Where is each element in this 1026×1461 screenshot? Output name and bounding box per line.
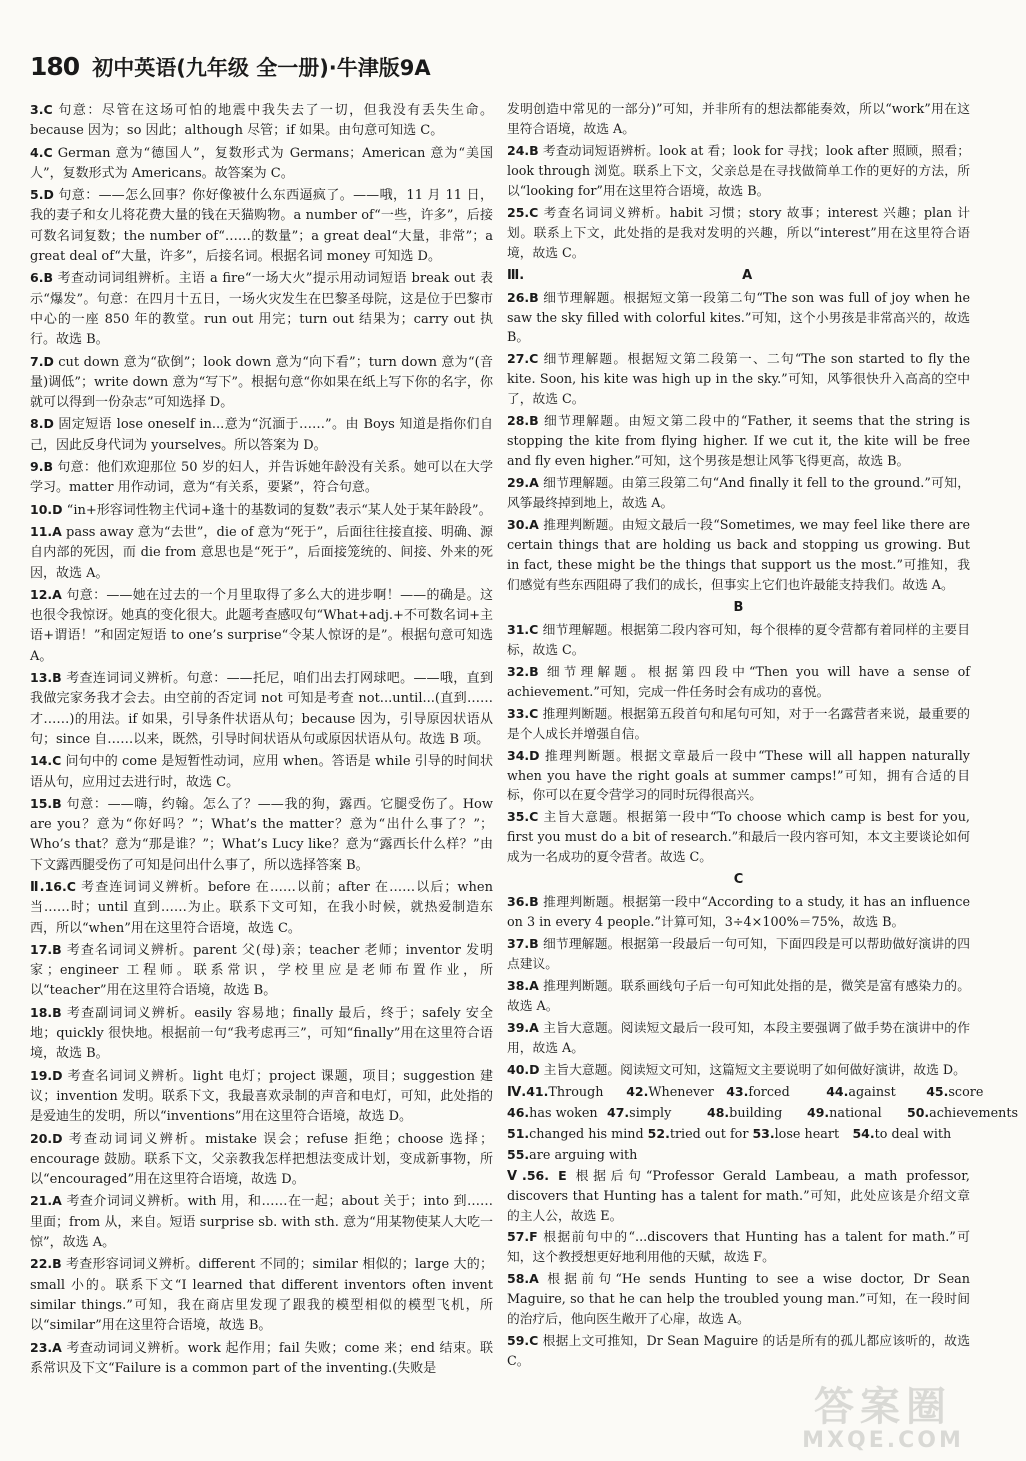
answer-word: score <box>948 1084 984 1100</box>
question-number: 40.D <box>507 1061 540 1077</box>
answer-explanation: 细节理解题。根据短文第二段第一、二句“The son started to fly the kite. Soon, his kite was high up in the sky.”可知，风筝很快升入高高的空中了，故选 C。 <box>507 352 970 408</box>
answer-word: forced <box>748 1084 790 1100</box>
question-number: 24.B <box>507 142 539 158</box>
question-number: 19.D <box>30 1067 63 1083</box>
passage-heading <box>507 870 970 890</box>
question-number: 7.D <box>30 353 54 369</box>
answer-word: against <box>848 1084 896 1100</box>
answer-cell <box>907 1103 1018 1124</box>
right-column <box>507 100 1018 1373</box>
answer-number: 52. <box>647 1125 670 1141</box>
question-number: 31.C <box>507 621 539 637</box>
answer-number: 55. <box>507 1146 530 1162</box>
answer-cell <box>626 1082 722 1103</box>
answer-explanation: 细节理解题。根据第四段中“Then you will have a sense of achievement.”可知，完成一件任务时会有成功的喜悦。 <box>507 664 970 700</box>
answer-item <box>30 352 493 414</box>
answer-explanation: 考查连词词义辨析。before 在……以前；after 在……以后；when 当……时；until 直到……为止。联系下文可知，在我小时候，就热爱制造东西，所以“when”用在这里符合语境，故选 C。 <box>30 879 493 936</box>
answer-explanation: 考查动词词义辨析。mistake 误会；refuse 拒绝；choose 选择；encourage 鼓励。联系下文，父亲教我怎样把想法变成计划，变成新事物，所以“encouraged”用在这里符合语境，故选 D。 <box>30 1131 493 1188</box>
answer-explanation: 主旨大意题。阅读短文可知，这篇短文主要说明了如何做好演讲，故选 D。 <box>543 1062 966 1078</box>
answer-word: Through <box>548 1084 604 1100</box>
answer-cell <box>526 1082 622 1103</box>
question-number: 10.D <box>30 501 63 517</box>
answer-explanation: 句意：——怎么回事？你好像被什么东西逼疯了。——哦，11 月 11 日，我的妻子和女儿将花费大量的钱在天猫购物。a number of“一些，许多”，后接可数名词复数；the number of“……的数量”；a great deal“大量，非常”；a great deal of“大量，许多”，后接名词。根据名词 money 可知选 D。 <box>30 188 494 265</box>
answer-item <box>30 185 493 267</box>
answer-cell <box>807 1103 903 1124</box>
answer-explanation: 根据前句中的“...discovers that Hunting has a talent for math.”可知，这个教授想更好地利用他的天赋，故选 F。 <box>507 1230 970 1266</box>
question-number: 26.B <box>507 289 539 305</box>
answer-number: 46. <box>507 1104 530 1120</box>
answer-number: 51. <box>507 1125 530 1141</box>
answer-explanation: 根据上文可推知，Dr Sean Maguire 的话是所有的孤儿都应该听的，故选 C。 <box>507 1334 970 1370</box>
answer-explanation: cut down 意为“砍倒”；look down 意为“向下看”；turn down 意为“(音量)调低”；write down 意为“写下”。根据句意“你如果在纸上写下你的名字，你就可以得到一份杂志”可知选择 D。 <box>30 354 493 411</box>
question-number: 58.A <box>507 1271 539 1287</box>
answer-number: 47. <box>607 1104 630 1120</box>
answer-explanation: 推理判断题。根据文章最后一段中“These will all happen naturally when you have the right goals at summer camps!”可知，拥有合适的目标，你可以在夏令营学习的同时玩得很高兴。 <box>507 748 970 804</box>
answer-item <box>30 585 493 667</box>
answer-word: Whenever <box>648 1084 714 1100</box>
answer-number: 53. <box>752 1125 775 1141</box>
question-number: 22.B <box>30 1256 62 1272</box>
answer-explanation: 问句中的 come 是短暂性动词，应用 when。答语是 while 引导的时间状语从句，应用过去进行时，故选 C。 <box>30 754 493 790</box>
answer-item <box>30 1129 493 1191</box>
book-title: 初中英语(九年级 全一册)·牛津版9A <box>92 56 431 80</box>
section-label: Ⅴ. <box>507 1168 527 1184</box>
answer-explanation: 根据后句“Professor Gerald Lambeau, a math professor, discovers that Hunting has a talent for math.”可知，此处应该是介绍文章的主人公，故选 E。 <box>507 1168 970 1224</box>
answer-number: 41. <box>526 1083 549 1099</box>
answer-number: 48. <box>707 1104 730 1120</box>
question-number: 9.B <box>30 459 53 475</box>
answer-explanation: 细节理解题。根据第二段内容可知，每个很棒的夏令营都有着同样的主要目标，故选 C。 <box>507 622 970 658</box>
answer-word: has woken <box>529 1105 598 1121</box>
question-number: 34.D <box>507 747 540 763</box>
answer-explanation: 考查动词词组辨析。主语 a fire“一场大火”提示用动词短语 break out 表示“爆发”。句意：在四月十五日，一场火灾发生在巴黎圣母院，这是位于巴黎市中心的一座 850 年的教堂。run out 用完；turn out 结果为；carry out 执行。故选 B。 <box>30 271 493 348</box>
question-number: 56. E <box>526 1167 567 1183</box>
answer-number: 45. <box>926 1083 949 1099</box>
answer-cell <box>507 1145 637 1166</box>
question-number: 6.B <box>30 270 53 286</box>
answer-item <box>507 1331 970 1372</box>
answer-explanation: 细节理解题。根据第一段最后一句可知，下面四段是可以帮助做好演讲的四点建议。 <box>507 937 971 973</box>
question-number: 39.A <box>507 1019 539 1035</box>
answer-row <box>507 1145 970 1166</box>
answer-item <box>30 794 493 876</box>
passage-letter: C <box>733 872 744 888</box>
answer-word: are arguing with <box>529 1147 638 1163</box>
answer-word: changed his mind <box>529 1126 644 1142</box>
question-number: 33.C <box>507 705 539 721</box>
answer-item <box>30 500 493 521</box>
answer-row <box>507 1103 1018 1124</box>
answer-item <box>507 746 970 807</box>
answer-item <box>507 704 970 745</box>
answer-explanation: 考查动词短语辨析。look at 看；look for 寻找；look after 照顾，照看；look through 浏览。联系上下文，父亲总是在寻找做简单工作的更好的方法，所以“looking for”用在这里符合语境，故选 B。 <box>507 143 970 199</box>
answer-item <box>507 1060 970 1081</box>
answer-item <box>507 662 970 703</box>
answer-explanation: pass away 意为“去世”，die of 意为“死于”，后面往往接直接、明确、源自内部的死因，而 die from 意思也是“死于”，后面接笼统的、间接、外来的死因，故选 A。 <box>30 524 494 581</box>
question-number: 28.B <box>507 413 539 429</box>
answer-number: 50. <box>907 1104 930 1120</box>
answer-item <box>507 473 970 514</box>
answer-item <box>30 751 493 793</box>
answer-number: 43. <box>726 1083 749 1099</box>
answer-cell <box>926 1082 1022 1103</box>
answer-row <box>507 1082 984 1103</box>
answer-explanation: German 意为“德国人”，复数形式为 Germans；American 意为“美国人”，复数形式为 Americans。故答案为 C。 <box>30 145 493 181</box>
answer-explanation: 考查介词词义辨析。with 用，和……在一起；about 关于；into 到……里面；from 从，来自。短语 surprise sb. with sth. 意为“用某物使某人大吃一惊”，故选 A。 <box>30 1194 494 1251</box>
answer-item <box>507 1018 970 1059</box>
answer-word: achievements <box>929 1105 1018 1121</box>
answer-explanation: 推理判断题。由短文最后一段“Sometimes, we may feel like there are certain things that are holding us back and stopping us growing. But in fact, these might be the things that support us the most.”可推知，我们感觉有些东西阻碍了我们的成长，但事实上它们也许最能支持我们。故选 A。 <box>507 518 970 593</box>
question-number: 20.D <box>30 1130 63 1146</box>
section-label: Ⅲ. <box>507 267 525 283</box>
answer-explanation: 细节理解题。由第三段第二句“And finally it fell to the ground.”可知，风筝最终掉到地上，故选 A。 <box>507 476 970 512</box>
answer-explanation: 考查副词词义辨析。easily 容易地；finally 最后，终于；safely 安全地；quickly 很快地。根据前一句“我考虑再三”，可知“finally”用在这里符合语境，故选 B。 <box>30 1005 493 1062</box>
answer-item <box>507 934 970 975</box>
answer-item <box>30 1338 493 1380</box>
answer-item <box>30 940 493 1002</box>
answer-explanation: 推理判断题。联系画线句子后一句可知此处指的是，微笑是富有感染力的。故选 A。 <box>507 979 970 1014</box>
passage-letter: B <box>733 599 744 615</box>
watermark-url: MXQE.COM <box>802 1428 964 1453</box>
question-number: 14.C <box>30 753 62 769</box>
answer-item <box>507 892 970 933</box>
section-label: Ⅱ. <box>30 879 45 895</box>
answer-item <box>30 100 493 142</box>
answer-item <box>30 1191 493 1253</box>
question-number: 30.A <box>507 517 539 533</box>
answer-cell <box>707 1103 803 1124</box>
answer-explanation: 推理判断题。根据第五段首句和尾句可知，对于一名露营者来说，最重要的是个人成长并增强自信。 <box>507 706 970 742</box>
question-number: 11.A <box>30 523 62 539</box>
answer-row <box>507 1124 970 1145</box>
question-number: 18.B <box>30 1004 62 1020</box>
question-number: 5.D <box>30 187 54 203</box>
answer-number: 42. <box>626 1083 649 1099</box>
answer-explanation: 固定短语 lose oneself in...意为“沉湎于……”。由 Boys 知道是指你们自己，因此反身代词为 yourselves。所以答案为 D。 <box>30 417 493 453</box>
question-number: 35.C <box>507 809 539 825</box>
question-number: 13.B <box>30 670 62 686</box>
answer-item <box>507 288 970 349</box>
page-number: 180 <box>30 52 80 81</box>
watermark-text: 答案圈 <box>814 1384 952 1430</box>
fill-in-answers <box>507 1082 1018 1166</box>
question-number: 16.C <box>44 878 76 894</box>
answer-item <box>507 1269 970 1330</box>
answer-number: 44. <box>826 1083 849 1099</box>
question-number: 36.B <box>507 894 539 910</box>
answer-word: national <box>829 1105 882 1121</box>
question-number: 37.B <box>507 936 539 952</box>
answer-word: building <box>729 1105 783 1121</box>
answer-explanation: 考查名词词义辨析。habit 习惯；story 故事；interest 兴趣；plan 计划。联系上下文，此处指的是我对发明的兴趣，所以“interest”用在这里符合语境，故选 C。 <box>507 205 970 261</box>
question-number: 38.A <box>507 978 539 994</box>
answer-explanation: 主旨大意题。阅读短文最后一段可知，本段主要强调了做手势在演讲中的作用，故选 A。 <box>507 1020 970 1056</box>
answer-explanation: 推理判断题。根据第一段中“According to a study, it has an influence on 3 in every 4 people.”计算可知，3÷4×100%＝75%，故选 B。 <box>507 895 970 931</box>
answer-item <box>30 522 493 584</box>
answer-explanation: 考查动词词义辨析。work 起作用；fail 失败；come 来；end 结束。联系常识及下文“Failure is a common part of the inventing.(失败是 <box>30 1340 494 1376</box>
answer-word: tried out for <box>669 1126 749 1142</box>
watermark-logo <box>778 1385 988 1455</box>
answer-explanation: 主旨大意题。根据第一段中“To choose which camp is best for you, first you must do a bit of research.”和最后一段内容可知，本文主要谈论如何成为一名成功的夏令营者。故选 C。 <box>507 810 970 866</box>
answer-cell <box>607 1103 703 1124</box>
question-number: 15.B <box>30 795 62 811</box>
section-label: Ⅳ. <box>507 1084 527 1100</box>
answer-explanation: 细节理解题。根据短文第一段第二句“The son was full of joy when he saw the sky filled with colorful kites.”可知，这个小男孩是非常高兴的，故选 B。 <box>507 290 970 346</box>
answer-explanation: 句意：尽管在这场可怕的地震中我失去了一切，但我没有丢失生命。because 因为；so 因此；although 尽管；if 如果。由句意可知选 C。 <box>30 103 493 139</box>
answer-item <box>507 620 970 661</box>
question-number: 27.C <box>507 351 539 367</box>
answer-item <box>30 1003 493 1065</box>
answer-item <box>30 668 493 750</box>
question-number: 32.B <box>507 663 539 679</box>
question-number: 29.A <box>507 475 539 491</box>
answer-cell <box>852 1124 951 1145</box>
answer-item <box>30 143 493 185</box>
answer-explanation: 句意：——她在过去的一个月里取得了多么大的进步啊！——的确是。这也很令我惊讶。她真的变化很大。此题考查感叹句“What+adj.+不可数名词+主语+谓语！”和固定短语 to one’s surprise“令某人惊讶的是”。根据句意可知选 A。 <box>30 587 493 664</box>
answer-explanation: 句意：——嗨，约翰。怎么了？——我的狗，露西。它腿受伤了。How are you？意为“你好吗？”；What’s the matter？意为“出什么事了？”；Who’s that？意为“那是谁？”；What’s Lucy like？意为“露西长什么样？”由下文露西腿受伤了可知是问出什么事了，所以选择答案 B。 <box>30 796 493 873</box>
answer-word: simply <box>629 1105 672 1121</box>
answer-item <box>507 1227 970 1268</box>
answer-item <box>507 141 970 202</box>
answer-cell <box>752 1124 848 1145</box>
question-number: 8.D <box>30 416 54 432</box>
answer-item <box>507 976 970 1017</box>
answer-explanation: 细节理解题。由短文第二段中的“Father, it seems that the string is stopping the kite from flying higher. If we cut it, the kite will be free and fly even higher.”可知，这个男孩是想让风筝飞得更高，故选 B。 <box>507 414 970 470</box>
answer-word: to deal with <box>874 1126 952 1142</box>
question-number: 21.A <box>30 1193 62 1209</box>
answer-item <box>30 1254 493 1336</box>
question-number: 12.A <box>30 586 62 602</box>
answer-item <box>30 414 493 456</box>
answer-item <box>507 807 970 868</box>
answer-item <box>507 349 970 410</box>
answer-item <box>30 877 493 939</box>
question-number: 25.C <box>507 204 539 220</box>
answer-number: 54. <box>852 1125 875 1141</box>
question-number: 23.A <box>30 1339 62 1355</box>
answer-explanation: 根据前句“He sends Hunting to see a wise doctor, Dr Sean Maguire, so that he can help the troubled young man.”可知，在一段时间的治疗后，他向医生敞开了心扉，故选 A。 <box>507 1272 970 1328</box>
answer-cell <box>507 1103 603 1124</box>
answer-item <box>30 268 493 350</box>
question-number: 3.C <box>30 102 53 117</box>
answer-explanation: 考查名词词义辨析。light 电灯；project 课题，项目；suggestion 建议；invention 发明。联系下文，我最喜欢录制的声音和电灯，可知，此处指的是爱迪生的发明，所以“inventions”用在这里符合语境，故选 D。 <box>30 1068 493 1125</box>
passage-heading <box>507 266 970 286</box>
passage-letter: A <box>742 267 753 283</box>
answer-item <box>507 100 970 140</box>
answer-item <box>30 1066 493 1128</box>
answer-cell <box>648 1124 749 1145</box>
answer-explanation: 发明创造中常见的一部分)”可知，并非所有的想法都能奏效，所以“work”用在这里符合语境，故选 A。 <box>507 102 970 137</box>
answer-explanation: 考查形容词词义辨析。different 不同的；similar 相似的；large 大的；small 小的。联系下文“I learned that different inventors often invent similar things.”可知，我在商店里发现了跟我的模型相似的模型飞机，所以“similar”用在这里符合语境，故选 B。 <box>30 1257 493 1334</box>
answer-explanation: 考查名词词义辨析。parent 父(母)亲；teacher 老师；inventor 发明家；engineer 工程师。联系常识，学校里应是老师布置作业，所以“teacher”用在这里符合语境，故选 B。 <box>30 942 493 999</box>
answer-item <box>507 1166 970 1227</box>
answer-item <box>30 457 493 499</box>
question-number: 59.C <box>507 1333 539 1349</box>
left-column <box>30 100 493 1380</box>
page-header <box>30 52 970 90</box>
answer-explanation: 句意：他们欢迎那位 50 岁的妇人，并告诉她年龄没有关系。她可以在大学学习。matter 用作动词，意为“有关系，要紧”，符合句意。 <box>30 460 494 496</box>
answer-cell <box>726 1082 822 1103</box>
answer-cell <box>826 1082 922 1103</box>
answer-cell <box>507 1124 644 1145</box>
question-number: 17.B <box>30 941 62 957</box>
answer-word: lose heart <box>774 1126 840 1142</box>
answer-item <box>507 515 970 596</box>
answer-explanation: “in+形容词性物主代词+逢十的基数词的复数”表示“某人处于某年龄段”。 <box>66 502 492 518</box>
answer-number: 49. <box>807 1104 830 1120</box>
passage-heading <box>507 598 970 618</box>
question-number: 57.F <box>507 1229 538 1245</box>
question-number: 4.C <box>30 144 53 160</box>
answer-explanation: 考查连词词义辨析。句意：——托尼，咱们出去打网球吧。——哦，直到我做完家务我才会去。由空前的否定词 not 可知是考查 not...until...(直到……才……)的用法。if 如果，引导条件状语从句；because 因为，引导原因状语从句；since 自……以来，既然，引导时间状语从句或原因状语从句。故选 B 项。 <box>30 671 493 747</box>
answer-item <box>507 411 970 472</box>
answer-item <box>507 203 970 264</box>
